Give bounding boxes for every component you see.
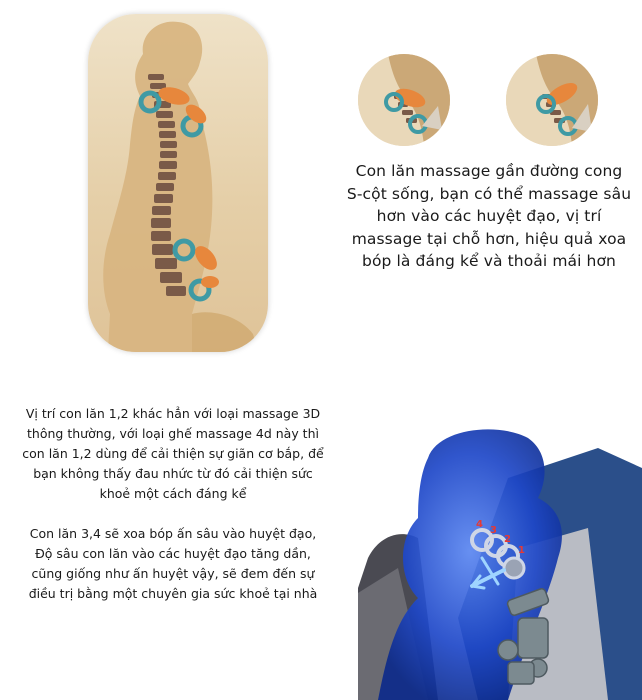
roller-label-4: 4 <box>476 519 483 530</box>
neck-roller-closeup-1 <box>358 54 450 146</box>
caption-top-text: Con lăn massage gần đường cong S-cột sống, bạn có thể massage sâu hơn vào các huyệt đạo, vị trí massage tại chỗ hơn, hiệu quả xoa bóp là đáng kể và thoải mái hơn <box>346 162 632 270</box>
massage-chair-roller-diagram-icon <box>358 418 642 700</box>
paragraph-rollers-1-2: Vị trí con lăn 1,2 khác hẳn với loại massage 3D thông thường, với loại ghế massage 4d này thì con lăn 1,2 dùng để cải thiện sự giãn cơ bắp, để bạn không thấy đau nhức từ đó cải thiện sức khoẻ một cách đáng kể <box>22 406 324 501</box>
paragraph-rollers-3-4: Con lăn 3,4 sẽ xoa bóp ấn sâu vào huyệt đạo, Độ sâu con lăn vào các huyệt đạo tăng dần, cũng giống như ấn huyệt vậy, sẽ đem đến sự điều trị bằng một chuyên gia sức khoẻ tại nhà <box>28 526 318 601</box>
neck-roller-closeup-icon <box>358 54 450 146</box>
roller-label-1: 1 <box>518 545 525 556</box>
neck-roller-closeup-2 <box>506 54 598 146</box>
description-text <box>22 404 324 624</box>
neck-roller-closeup-alt-icon <box>506 54 598 146</box>
roller-label-2: 2 <box>504 534 511 545</box>
massage-chair-illustration <box>358 418 642 700</box>
roller-label-3: 3 <box>490 525 497 536</box>
spine-illustration-card <box>88 14 268 352</box>
caption-top <box>346 160 632 273</box>
spine-illustration <box>88 14 268 352</box>
